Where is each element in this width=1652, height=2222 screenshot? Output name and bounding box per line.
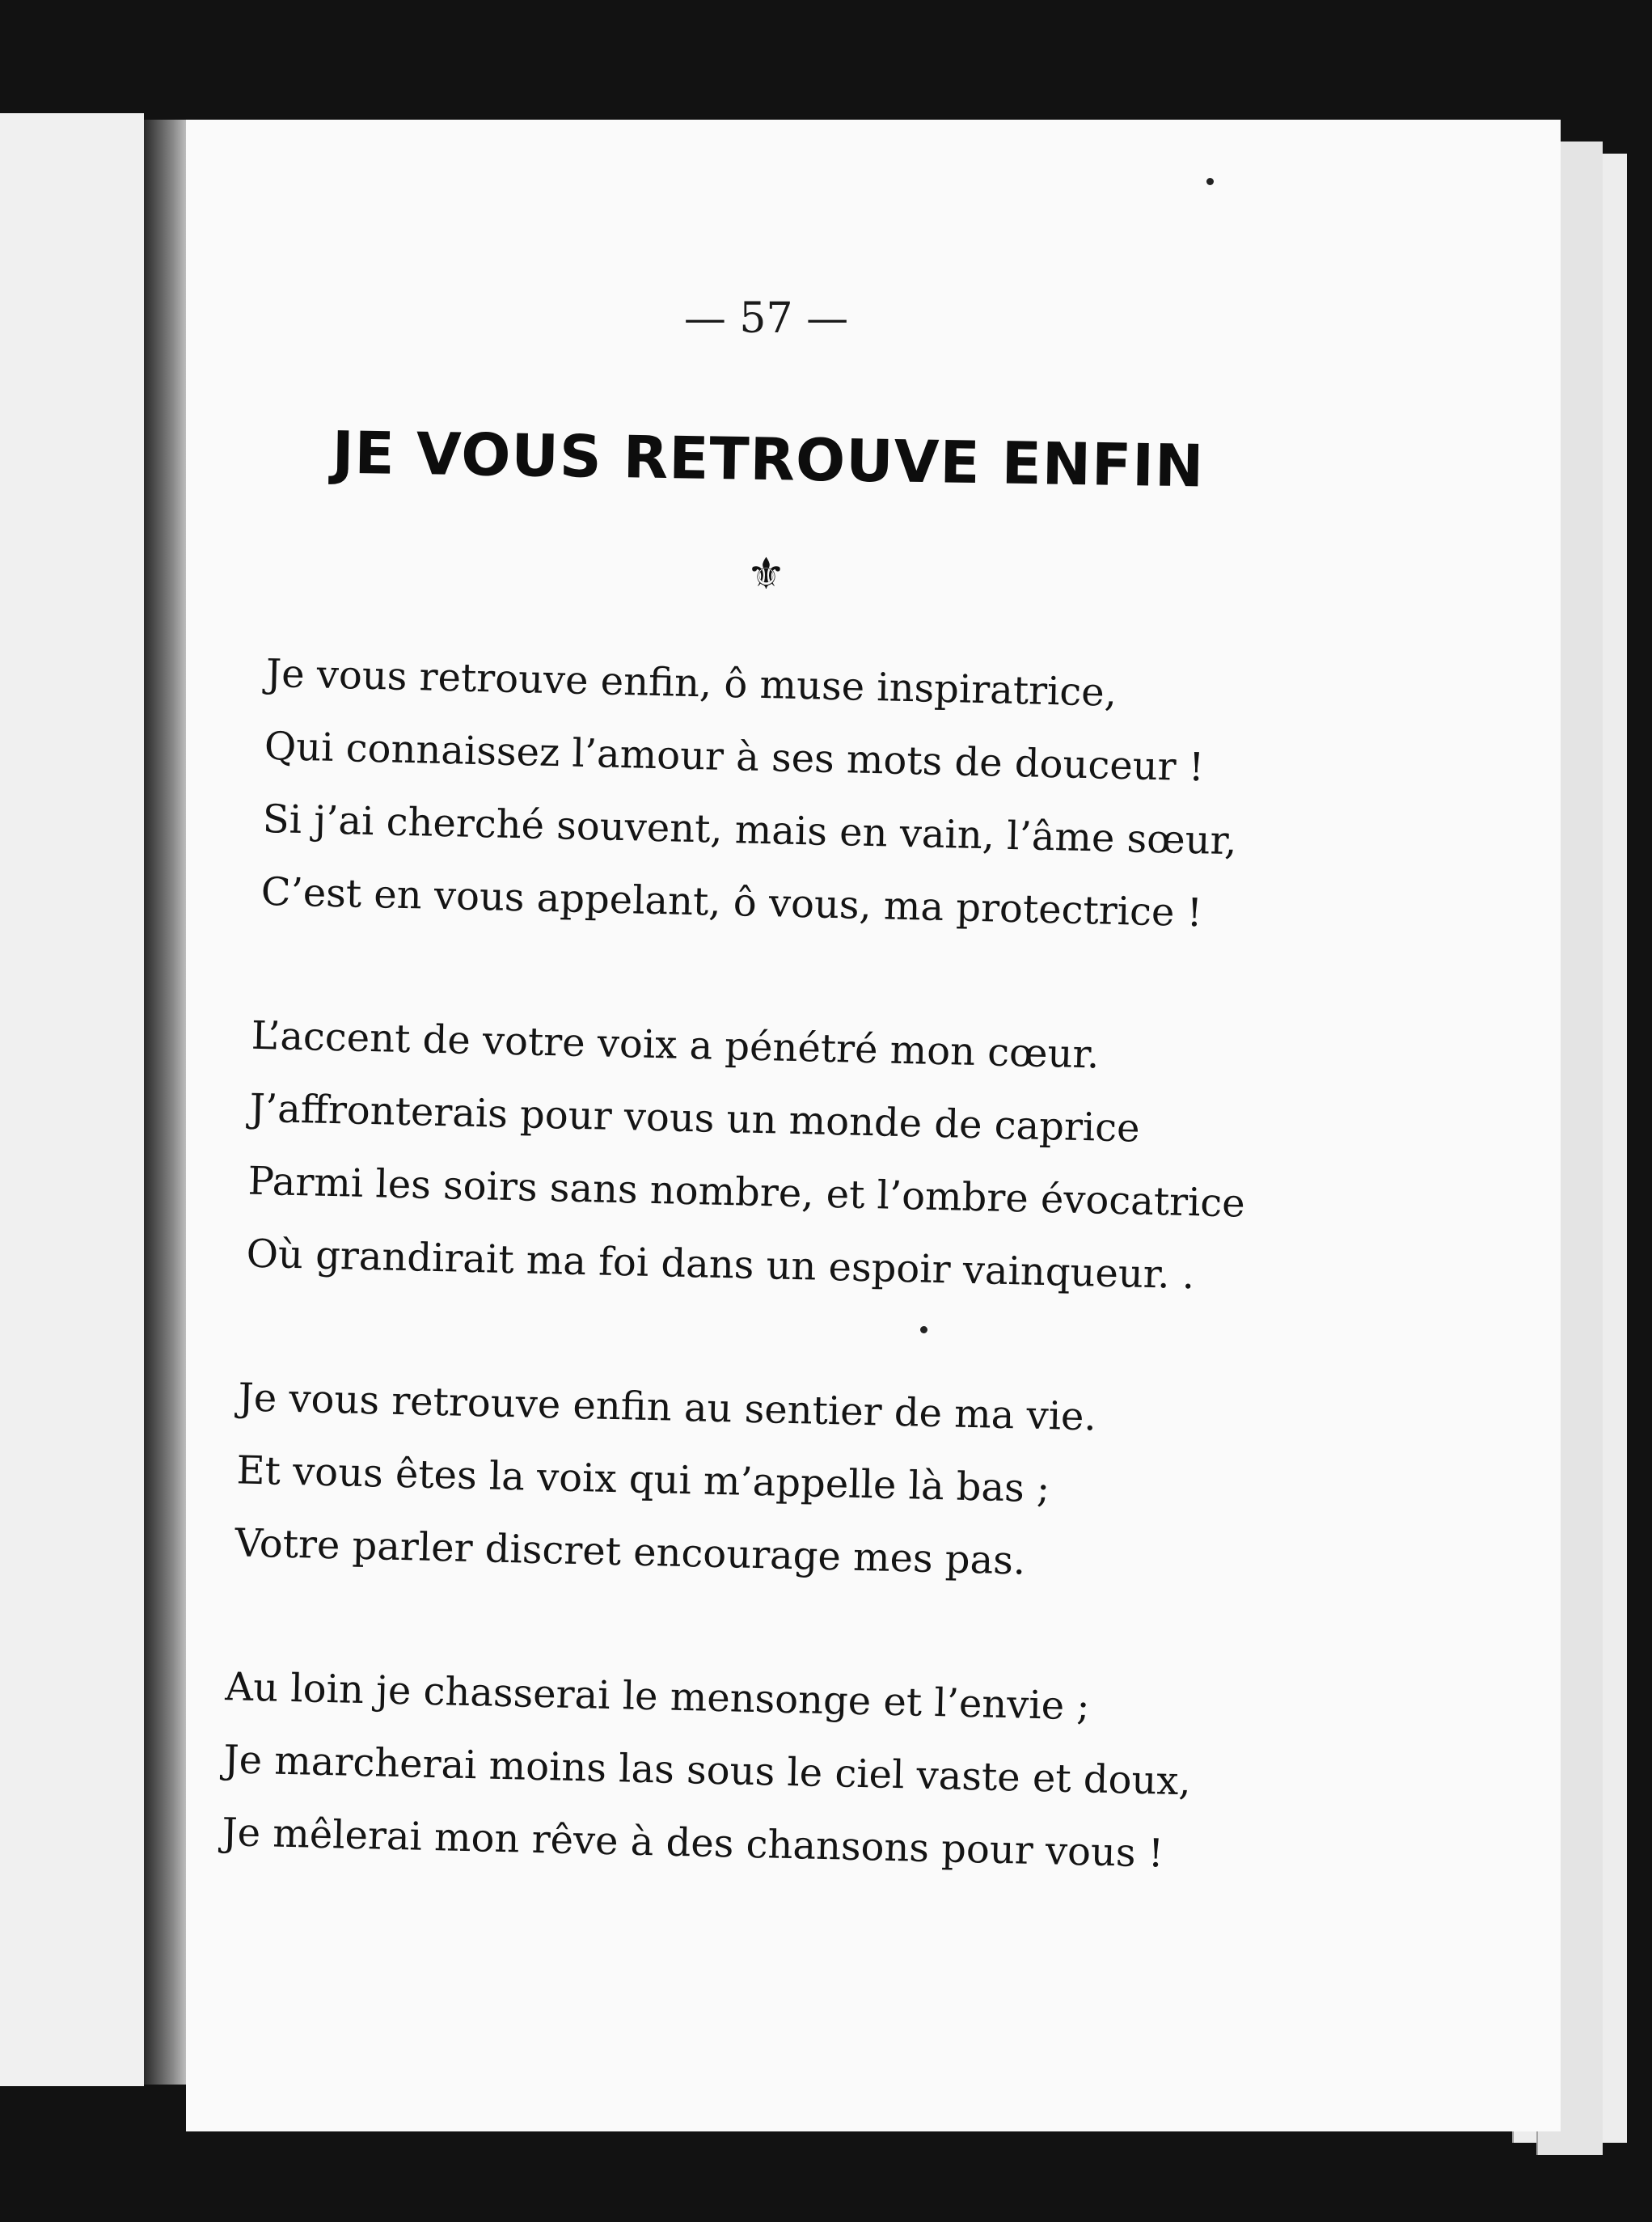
poem-line: Je marcherai moins las sous le ciel vaste et doux, <box>222 1737 1192 1805</box>
stanza-1 <box>260 637 1367 953</box>
poem-line: Si j’ai cherché souvent, mais en vain, l’âme sœur, <box>262 796 1238 864</box>
poem-line: Je vous retrouve enfin au sentier de ma vie. <box>238 1375 1097 1440</box>
poem-line: Parmi les soirs sans nombre, et l’ombre évocatrice <box>247 1158 1246 1227</box>
poem-line: Je vous retrouve enfin, ô muse inspiratrice, <box>265 650 1118 716</box>
ink-speck <box>1206 178 1214 185</box>
poem-line: Et vous êtes la voix qui m’appelle là bas ; <box>235 1447 1050 1512</box>
stanza-2 <box>246 999 1358 1316</box>
stanza-3 <box>234 1361 1350 1604</box>
poem-title: JE VOUS RETROUVE ENFIN <box>332 418 1205 501</box>
poem-body <box>221 637 1366 1965</box>
left-page-edge <box>0 113 144 2086</box>
book-gutter-shadow <box>144 120 186 2085</box>
poem-line: Votre parler discret encourage mes pas. <box>234 1520 1026 1584</box>
poem-line: C’est en vous appelant, ô vous, ma protectrice ! <box>260 868 1203 936</box>
poem-line: L’accent de votre voix a pénétré mon cœur. <box>251 1012 1101 1078</box>
poem-line: Où grandirait ma foi dans un espoir vainqueur. . <box>246 1231 1195 1299</box>
poem-line: Je mêlerai mon rêve à des chansons pour vous ! <box>221 1810 1164 1877</box>
fleur-de-lis-ornament-icon: ⚜ <box>746 548 786 599</box>
stanza-4 <box>221 1650 1343 1894</box>
page-number: — 57 — <box>683 294 849 343</box>
book-page <box>186 120 1561 2131</box>
poem-line: Au loin je chasserai le mensonge et l’envie ; <box>224 1664 1091 1730</box>
ink-speck <box>920 1326 927 1333</box>
poem-line: J’affronterais pour vous un monde de caprice <box>249 1085 1141 1151</box>
poem-line: Qui connaissez l’amour à ses mots de douceur ! <box>264 723 1205 791</box>
